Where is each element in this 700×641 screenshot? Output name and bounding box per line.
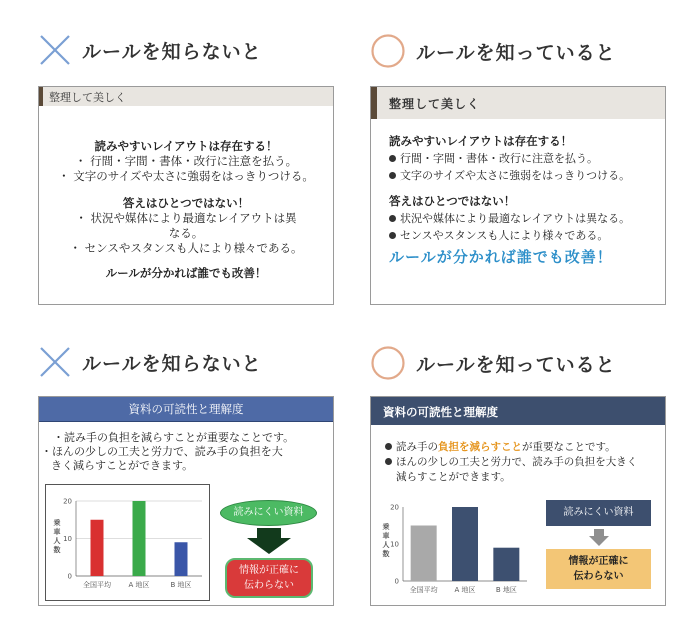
good-heading-2: [370, 345, 616, 381]
bad-heading-1: [38, 33, 262, 67]
good-doc-title: 資料の可読性と理解度: [383, 405, 498, 419]
bar-2: [133, 501, 146, 576]
cross-icon: [38, 345, 72, 379]
y-tick-label: 10: [63, 535, 72, 543]
bad-panel-title: 整理して美しく: [49, 91, 126, 104]
x-tick-label: 全国平均: [83, 581, 111, 589]
good-heading-text: ルールを知っていると: [416, 353, 616, 376]
good-flow-top: 読みにくい資料: [546, 500, 651, 526]
bad-doc-panel: [38, 396, 334, 606]
good-layout-panel: [370, 86, 666, 305]
x-tick-label: A 地区: [128, 581, 150, 589]
y-axis-label-char: 車: [53, 528, 61, 536]
good-bullet-1: 行間・字間・書体・改行に注意を払う。: [389, 150, 659, 167]
bad-heading-2: [38, 345, 262, 379]
bad-heading-b: 答えはひとつではない！: [122, 196, 250, 210]
good-doc-header: [371, 397, 665, 425]
good-panel-header: [371, 87, 665, 119]
bad-bullet-1: ・ 行間・字間・書体・改行に注意を払う。: [74, 154, 298, 168]
bad-bar-chart: [46, 485, 209, 600]
x-tick-label: B 地区: [170, 581, 192, 589]
highlight-text: 負担を減らすこと: [438, 441, 522, 453]
good-doc-line-3: 減らすことができます。: [396, 471, 511, 483]
bad-doc-line-3: きく減らすことができます。: [51, 459, 194, 472]
y-tick-label: 20: [63, 497, 72, 506]
y-axis-label-char: 車: [382, 532, 390, 540]
bad-flow-oval: 読みにくい資料: [220, 500, 317, 526]
good-doc-line-2: ほんの少しの工夫と労力で、読み手の負担を大きく: [385, 455, 663, 470]
bad-bullet-3b: なる。: [168, 226, 204, 240]
y-tick-label: 0: [394, 577, 399, 586]
bad-bullet-2: ・ 文字のサイズや太さに強弱をはっきりつける。: [58, 169, 314, 183]
good-flow-bottom: 情報が正確に 伝わらない: [546, 549, 651, 589]
good-heading-1: [370, 33, 616, 69]
y-axis-label-char: 乗: [382, 523, 390, 531]
y-tick-label: 0: [67, 572, 72, 581]
good-doc-panel: [370, 396, 666, 606]
bad-doc-line-2: ・ほんの少しの工夫と労力で、読み手の負担を大: [41, 445, 283, 458]
bad-conclusion: ルールが分かれば誰でも改善！: [105, 266, 267, 280]
good-bullet-2: 文字のサイズや太さに強弱をはっきりつける。: [389, 167, 659, 184]
bad-bullet-4: ・ センスやスタンスも人により様々である。: [69, 241, 303, 255]
arrow-down-icon: [247, 528, 291, 554]
bad-doc-title: 資料の可読性と理解度: [128, 402, 244, 416]
bar-1: [91, 520, 104, 576]
good-doc-line-1: 読み手の負担を減らすことが重要なことです。: [385, 440, 663, 455]
y-axis-label-char: 人: [53, 537, 61, 545]
bad-doc-header: [39, 397, 333, 422]
bad-chart-box: [45, 484, 210, 601]
good-bullet-4: センスやスタンスも人により様々である。: [389, 227, 659, 244]
bad-heading-text: ルールを知らないと: [82, 40, 262, 63]
circle-icon: [370, 345, 406, 381]
good-doc-body: [385, 440, 663, 485]
arrow-down-icon: [589, 529, 609, 546]
y-axis-label-char: 数: [53, 546, 61, 554]
y-tick-label: 20: [390, 503, 399, 512]
y-axis-label-char: 人: [382, 541, 390, 549]
y-axis-label-char: 数: [382, 550, 390, 558]
x-tick-label: B 地区: [495, 586, 517, 594]
x-tick-label: 全国平均: [409, 586, 438, 594]
bar-3: [175, 542, 188, 576]
bad-layout-panel: [38, 86, 334, 305]
bad-doc-line-1: ・読み手の負担を減らすことが重要なことです。: [53, 431, 295, 444]
bad-flow-box: 情報が正確に 伝わらない: [225, 558, 313, 598]
bad-panel-header: [39, 87, 333, 106]
bar-2: [452, 507, 478, 581]
bad-heading-a: 読みやすいレイアウトは存在する！: [94, 139, 278, 153]
bar-3: [493, 548, 519, 581]
bar-1: [411, 526, 437, 582]
cross-icon: [38, 33, 72, 67]
bad-heading-text: ルールを知らないと: [82, 352, 262, 375]
good-heading-b: 答えはひとつではない！: [389, 194, 516, 208]
bad-panel-body: [39, 139, 333, 281]
good-conclusion: ルールが分かれば誰でも改善！: [389, 248, 613, 266]
good-heading-a: 読みやすいレイアウトは存在する！: [389, 134, 573, 148]
circle-icon: [370, 33, 406, 69]
good-panel-title: 整理して美しく: [389, 97, 481, 111]
good-bar-chart: [377, 489, 537, 601]
bad-bullet-3a: ・ 状況や媒体により最適なレイアウトは異: [75, 211, 297, 225]
x-tick-label: A 地区: [454, 586, 476, 594]
bad-doc-body: [39, 431, 333, 473]
good-panel-body: [389, 133, 659, 266]
y-tick-label: 10: [390, 540, 399, 549]
y-axis-label-char: 乗: [53, 519, 61, 527]
good-bullet-3: 状況や媒体により最適なレイアウトは異なる。: [389, 210, 659, 227]
good-heading-text: ルールを知っていると: [416, 41, 616, 64]
